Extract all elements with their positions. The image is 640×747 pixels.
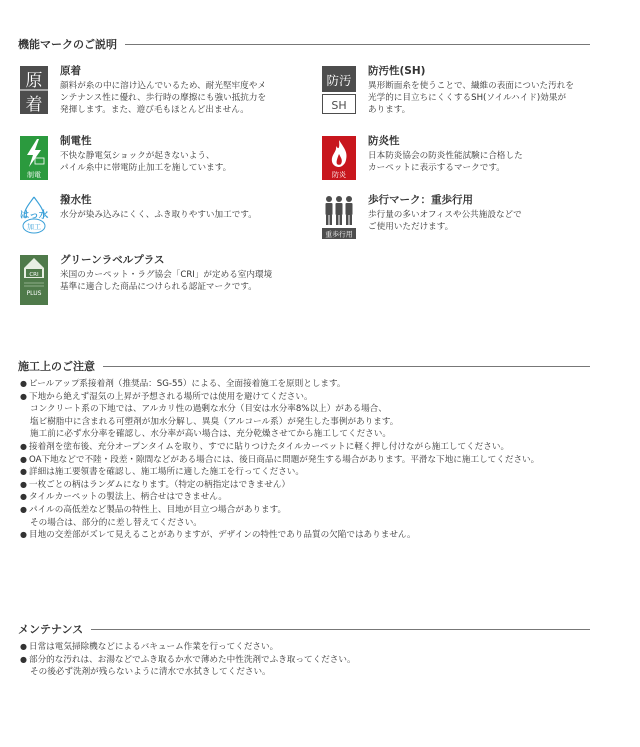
- mark-title: グリーンラベルプラス: [60, 254, 165, 266]
- marks-heading-text: 機能マークのご説明: [18, 38, 117, 51]
- hokou-icon-label: 重歩行用: [325, 230, 353, 239]
- green-label-plus-icon: [20, 255, 48, 305]
- construction-bullet-item: ● 目地の交差部がズレて見えることがありますが、デザインの特性であり品質の欠陥ではありません。: [20, 529, 610, 542]
- marks-section-heading: [18, 36, 590, 52]
- construction-bullet-item: ● 詳細は施工要領書を確認し、施工場所に適した施工を行ってください。: [20, 466, 610, 479]
- mark-seiden: [20, 134, 310, 180]
- construction-bullet-item: ● タイルカーペットの製法上、柄合せはできません。: [20, 491, 610, 504]
- water-repellent-icon: [17, 195, 51, 239]
- construction-bullet-item: ● 接着剤を塗布後、充分オープンタイムを取り、すでに貼りつけたタイルカーペットに軽く押し付けながら施工してください。: [20, 441, 610, 454]
- walking-people-icon: [322, 195, 356, 239]
- mark-desc: 水分が染み込みにくく、ふき取りやすい加工です。: [60, 210, 257, 220]
- construction-bullet-item: ● OA下地などで不陸・段差・隙間などがある場合には、後日商品に問題が発生する場合があります。平滑な下地に施工してください。: [20, 454, 610, 467]
- flame-retardant-icon: [322, 136, 356, 180]
- boosen-icon-top: 防汚: [326, 73, 352, 88]
- construction-bullet-item: ● ピールアップ系接着剤（推奨品：SG-55）による、全面接着施工を原則とします。: [20, 378, 610, 391]
- green-icon-plus: PLUS: [26, 290, 42, 297]
- mark-title: 撥水性: [60, 194, 92, 206]
- hassui-icon-text: はっ水: [19, 210, 49, 221]
- mark-green-label: [20, 253, 580, 305]
- mark-boosen: [322, 64, 612, 116]
- green-icon-cri: CRI: [29, 272, 39, 278]
- gencho-icon-char-1: 原: [25, 71, 43, 91]
- construction-heading-text: 施工上のご注意: [18, 360, 95, 373]
- maintenance-bullet-item: ● 部分的な汚れは、お湯などでふき取るか水で薄めた中性洗剤でふき取ってください。: [20, 654, 610, 667]
- maintenance-notes-list: [20, 641, 610, 679]
- boen-icon-label: 防炎: [332, 171, 346, 179]
- mark-hassui: [20, 193, 310, 239]
- hassui-icon-sub: 加工: [27, 223, 41, 231]
- construction-continuation-line: コンクリート系の下地では、アルカリ性の過剰な水分（目安は水分率8%以上）がある場合、: [30, 404, 387, 415]
- construction-section-heading: [18, 358, 590, 374]
- construction-continuation-line: 塩ビ樹脂中に含まれる可塑剤が加水分解し、異臭（アルコール系）が発生した事例があります。: [30, 416, 399, 427]
- mark-desc: 不快な静電気ショックが起きないよう、 パイル糸中に帯電防止加工を施しています。: [60, 151, 232, 173]
- construction-bullet-item: ● 下地から絶えず湿気の上昇が予想される場所では使用を避けてください。: [20, 391, 610, 404]
- mark-desc: 異形断面糸を使うことで、繊維の表面についた汚れを 光学的に目立ちにくくするSH(ソイルハイド)効果が あります。: [368, 81, 574, 115]
- antistatic-icon: [20, 136, 48, 180]
- divider: [103, 366, 590, 367]
- mark-desc: 米国のカーペット・ラグ協会「CRI」が定める室内環境 基準に適合した商品につけられる認証マークです。: [60, 270, 273, 292]
- maintenance-continuation-line: その後必ず洗剤が残らないように清水で水拭きしてください。: [30, 667, 271, 678]
- maintenance-section-heading: [18, 621, 590, 637]
- construction-continuation-line: その場合は、部分的に差し替えてください。: [30, 517, 202, 528]
- mark-title: 防炎性: [368, 135, 400, 147]
- maintenance-bullet-item: ● 日常は電気掃除機などによるバキューム作業を行ってください。: [20, 641, 610, 654]
- mark-title: 防汚性(SH): [368, 65, 426, 77]
- mark-desc: 顔料が糸の中に溶け込んでいるため、耐光堅牢度やメ ンテナンス性に優れ、歩行時の摩擦にも強い抵抗力を 発揮します。また、遊び毛もほとんど出ません。: [60, 81, 267, 115]
- mark-title: 制電性: [60, 135, 92, 147]
- gencho-icon-char-2: 着: [25, 95, 43, 114]
- construction-notes-list: [20, 378, 610, 542]
- construction-bullet-item: ● 一枚ごとの柄はランダムになります。（特定の柄指定はできません）: [20, 479, 610, 492]
- boosen-icon-bottom: SH: [331, 99, 347, 112]
- divider: [125, 44, 590, 45]
- maintenance-heading-text: メンテナンス: [18, 623, 84, 636]
- gencho-icon: [20, 66, 48, 114]
- construction-continuation-line: 施工前に必ず水分率を確認し、水分率が高い場合は、充分乾燥させてから施工してください。: [30, 429, 391, 440]
- mark-desc: 歩行量の多いオフィスや公共施設などで ご使用いただけます。: [368, 210, 522, 232]
- mark-title: 歩行マーク：重歩行用: [368, 194, 473, 206]
- mark-desc: 日本防炎協会の防炎性能試験に合格した カーペットに表示するマークです。: [368, 151, 523, 173]
- construction-bullet-item: ● パイルの高低差など製品の特性上、目地が目立つ場合があります。: [20, 504, 610, 517]
- mark-title: 原着: [60, 65, 81, 77]
- mark-boen: [322, 134, 612, 180]
- mark-hokou: [322, 193, 612, 239]
- divider: [91, 629, 590, 630]
- mark-gencho: [20, 64, 310, 116]
- seiden-icon-label: 制電: [27, 171, 41, 179]
- antifouling-icon: [322, 66, 356, 114]
